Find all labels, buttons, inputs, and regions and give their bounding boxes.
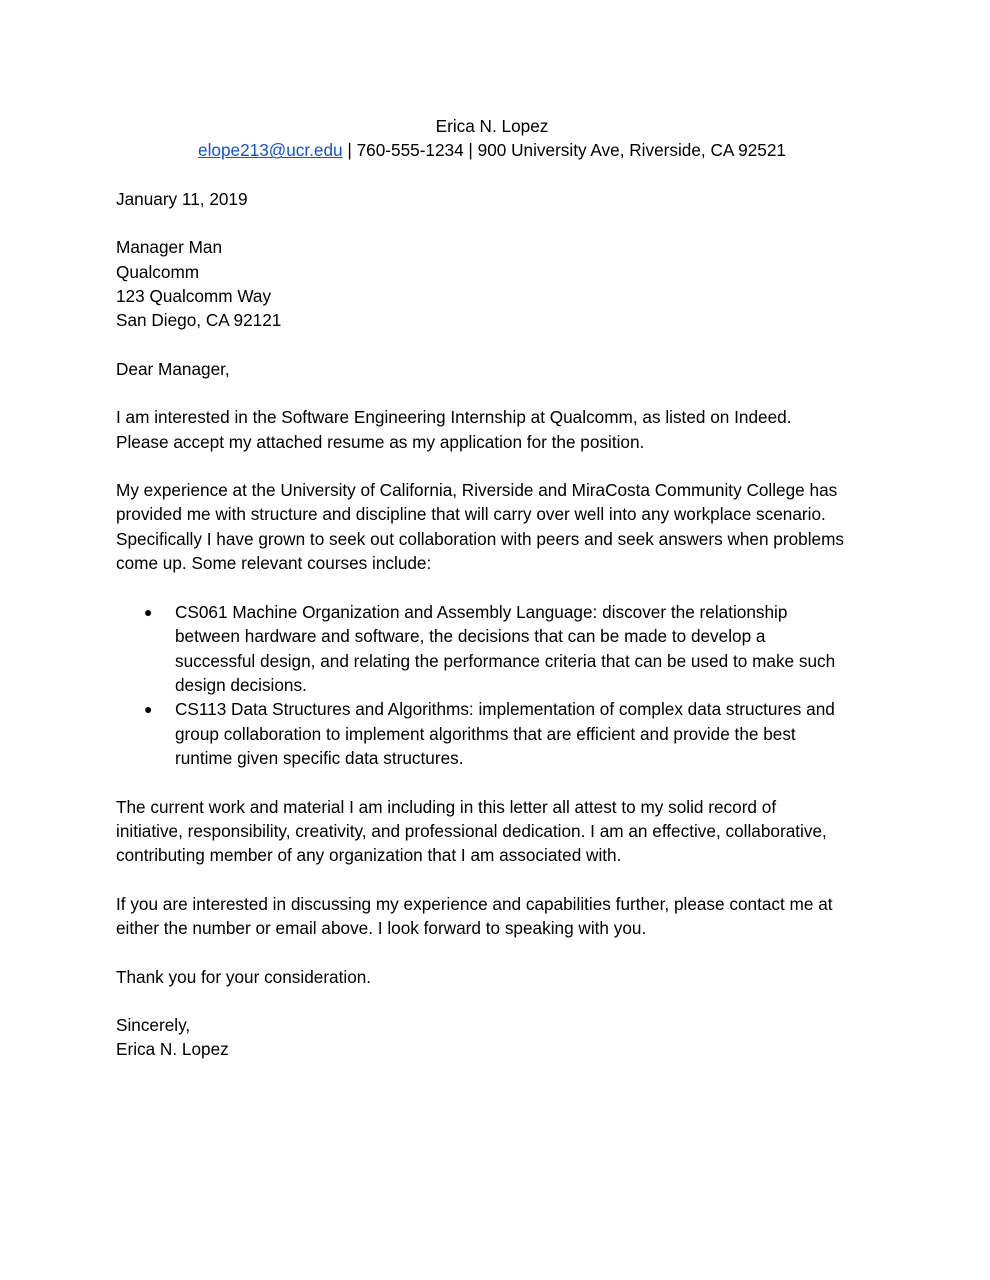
recipient-company: Qualcomm — [116, 261, 200, 282]
paragraph-line: come up. Some relevant courses include: — [116, 553, 432, 574]
sender-email-link[interactable]: elope213@ucr.edu — [198, 140, 343, 161]
paragraph-line: I am interested in the Software Engineering Internship at Qualcomm, as listed on Indeed. — [116, 407, 792, 428]
course-item — [116, 697, 875, 770]
recipient-street: 123 Qualcomm Way — [116, 286, 272, 307]
paragraph-line: contributing member of any organization that I am associated with. — [116, 845, 622, 866]
bullet-icon: ● — [144, 603, 153, 620]
sender-name: Erica N. Lopez — [435, 116, 549, 136]
paragraph-line: initiative, responsibility, creativity, and professional dedication. I am an effective, collaborative, — [116, 820, 827, 841]
course-text-line: group collaboration to implement algorithms that are efficient and provide the best — [175, 723, 796, 744]
course-text-line: runtime given specific data structures. — [175, 748, 464, 769]
signature-name: Erica N. Lopez — [116, 1039, 229, 1060]
letter-header — [116, 114, 868, 163]
intro-paragraph — [116, 405, 876, 454]
recipient-name: Manager Man — [116, 237, 223, 258]
bullet-icon: ● — [144, 701, 153, 718]
recipient-address — [116, 235, 876, 333]
paragraph-line: Please accept my attached resume as my application for the position. — [116, 431, 645, 452]
course-text-line: successful design, and relating the performance criteria that can be used to make such — [175, 650, 836, 671]
paragraph-line: My experience at the University of California, Riverside and MiraCosta Community College has — [116, 480, 838, 501]
letter-date: January 11, 2019 — [116, 188, 248, 209]
paragraph-line: If you are interested in discussing my experience and capabilities further, please contact me at — [116, 893, 833, 914]
sender-phone-address: | 760-555-1234 | 900 University Ave, Riverside, CA 92521 — [342, 140, 786, 161]
letter-page — [116, 114, 876, 1062]
paragraph-line: The current work and material I am including in this letter all attest to my solid record of — [116, 796, 777, 817]
signoff — [116, 1013, 876, 1062]
thanks-line: Thank you for your consideration. — [116, 966, 372, 987]
paragraph-line: provided me with structure and discipline that will carry over well into any workplace scenario. — [116, 504, 826, 525]
sender-contact-line — [116, 138, 868, 162]
experience-paragraph — [116, 478, 876, 576]
work-paragraph — [116, 795, 876, 868]
course-text-line: design decisions. — [175, 674, 307, 695]
course-text-line: CS113 Data Structures and Algorithms: implementation of complex data structures and — [175, 699, 835, 720]
course-item — [116, 600, 875, 698]
salutation: Dear Manager, — [116, 358, 230, 379]
closing-word: Sincerely, — [116, 1014, 191, 1035]
recipient-city: San Diego, CA 92121 — [116, 310, 282, 331]
contact-paragraph — [116, 892, 876, 941]
course-text-line: between hardware and software, the decisions that can be made to develop a — [175, 626, 766, 647]
course-text-line: CS061 Machine Organization and Assembly Language: discover the relationship — [175, 601, 788, 622]
course-list — [116, 600, 876, 771]
paragraph-line: either the number or email above. I look forward to speaking with you. — [116, 918, 647, 939]
paragraph-line: Specifically I have grown to seek out collaboration with peers and seek answers when problems — [116, 528, 844, 549]
